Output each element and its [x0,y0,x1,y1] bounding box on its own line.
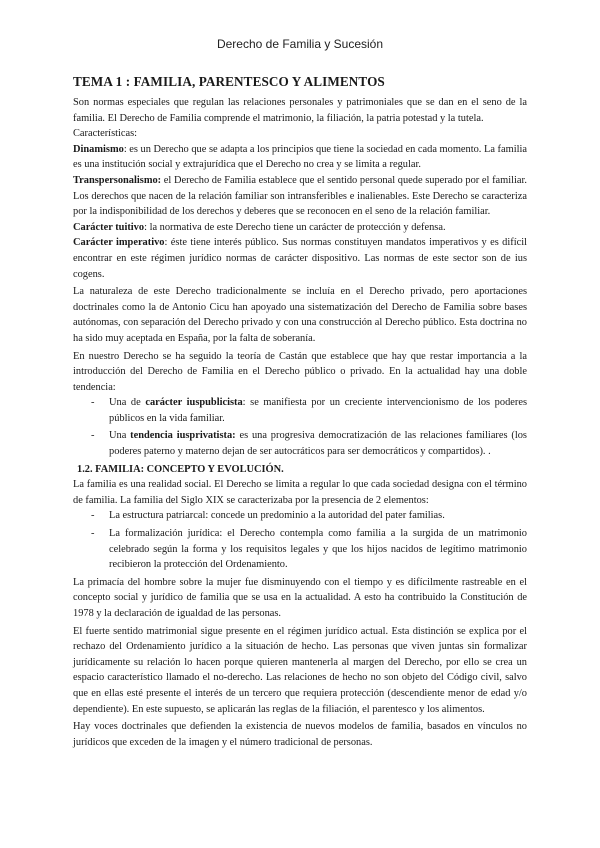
term-dinamismo: Dinamismo [73,143,124,155]
paragraph-nuevos-modelos: Hay voces doctrinales que defienden la existencia de nuevos modelos de familia, basados en vínculos no jurídicos que exceden de la imagen y el número tradicional de personas. [73,721,527,748]
paragraph-sentido-matrimonial: El fuerte sentido matrimonial sigue presente en el régimen jurídico actual. Esta distinción se explica por el rechazo del Ordenamiento jurídico a la situación de hecho. Las personas que viven juntas sin formalizar jurídicamente su relación lo hacen porque quieren mantenerla al margen del Derecho, por ello se crea un espacio característico llamado el no-derecho. Las relaciones de hecho no son objeto del Código civil, salvo que en ellas esté presente el interés de un tercero que requiera protección (descendiente menor de edad y/o dependiente). En este supuesto, se aplicarán las reglas de la filiación, el parentesco y los alimentos. [73,625,527,715]
term-tuitivo: Carácter tuitivo [73,221,145,233]
text-tuitivo: : la normativa de este Derecho tiene un carácter de protección y defensa. [144,221,446,233]
paragraph-imperativo [73,235,527,282]
page-header: Derecho de Familia y Sucesión [216,37,384,51]
dash-bullet: - [91,430,95,442]
paragraph-transpersonalismo [73,173,527,220]
list-item [73,428,527,459]
item-text: es una progresiva democratización de las relaciones familiares (los poderes paterno y materno dejan de ser autocráticos para ser democráticos y compartidos). . [109,430,527,458]
term-transpersonalismo: Transpersonalismo: [73,174,162,186]
paragraph-intro: Son normas especiales que regulan las relaciones personales y patrimoniales que se dan en el seno de la familia. El Derecho de Familia comprende el matrimonio, la filiación, la patria potestad y la tutela. [73,97,527,124]
item-text: La formalización jurídica: el Derecho contempla como familia a la surgida de un matrimonio celebrado según la forma y los requisitos legales y que los hijos nacidos de legítimo matrimonio recibieron la protección del Ordenamiento. [109,528,527,571]
paragraph-characteristics-label: Características: [73,128,138,140]
dash-bullet: - [91,528,95,540]
list-item [73,508,527,524]
paragraph-naturaleza: La naturaleza de este Derecho tradicionalmente se incluía en el Derecho privado, pero aportaciones doctrinales como la de Antonio Cicu han apoyado una sistematización del Derecho de Familia sobre bases autónomas, con separación del Derecho privado y con una construcción al Derecho público. Esta doctrina no ha sido muy aceptada en España, por la falta de soberanía. [73,286,527,344]
term-iuspublicista: carácter iuspublicista [145,397,243,409]
dash-bullet: - [91,397,95,409]
text-dinamismo: : es un Derecho que se adapta a los principios que tiene la sociedad en cada momento. La familia es una institución social y extrajurídica que el Derecho no crea y se limita a regular. [73,143,527,171]
document-body [73,73,527,752]
paragraph-dinamismo [73,142,527,173]
chapter-title: TEMA 1 : FAMILIA, PARENTESCO Y ALIMENTOS [73,74,385,89]
item-text: La estructura patriarcal: concede un predominio a la autoridad del pater familias. [109,510,445,522]
term-iusprivatista: tendencia iusprivatista: [130,430,236,442]
paragraph-castan: En nuestro Derecho se ha seguido la teoría de Castán que establece que hay que restar importancia a la introducción del Derecho de Familia en el Derecho público o privado. En la actualidad hay una doble tendencia: [73,350,527,393]
tendency-list [73,395,527,459]
text-transpersonalismo: el Derecho de Familia establece que el sentido personal quede superado por el familiar. Los derechos que nacen de la relación familiar son intransferibles e inalienables. Este Derecho se caracteriza por la indisponibilidad de los derechos y deberes que se reconocen en el seno de la relación familiar. [73,174,527,218]
section-heading: 1.2. FAMILIA: CONCEPTO Y EVOLUCIÓN. [77,463,284,475]
elements-list [73,508,527,572]
list-item [73,526,527,573]
item-text: : se manifiesta por un creciente intervencionismo de los poderes públicos en la vida familiar. [109,397,527,424]
paragraph-tuitivo [73,220,527,236]
dash-bullet: - [91,510,95,522]
list-item [73,395,527,426]
item-prefix: Una de [109,397,146,409]
paragraph-primacia: La primacía del hombre sobre la mujer fue disminuyendo con el tiempo y es difícilmente rastreable en el concepto social y jurídico de familia que se usa en la actualidad. A esto ha contribuido la Constitución de 1978 y la declaración de igualdad de las personas. [73,576,527,619]
text-imperativo: : éste tiene interés público. Sus normas constituyen mandatos imperativos y es difícil encontrar en este régimen jurídico normas de carácter dispositivo. Las normas de este sector son de ius cogens. [73,237,527,280]
paragraph-realidad-social: La familia es una realidad social. El Derecho se limita a regular lo que cada sociedad designa con el término de familia. La familia del Siglo XIX se caracterizaba por la presencia de 2 elementos: [73,479,527,506]
term-imperativo: Carácter imperativo [73,237,165,249]
item-prefix: Una [109,430,131,442]
